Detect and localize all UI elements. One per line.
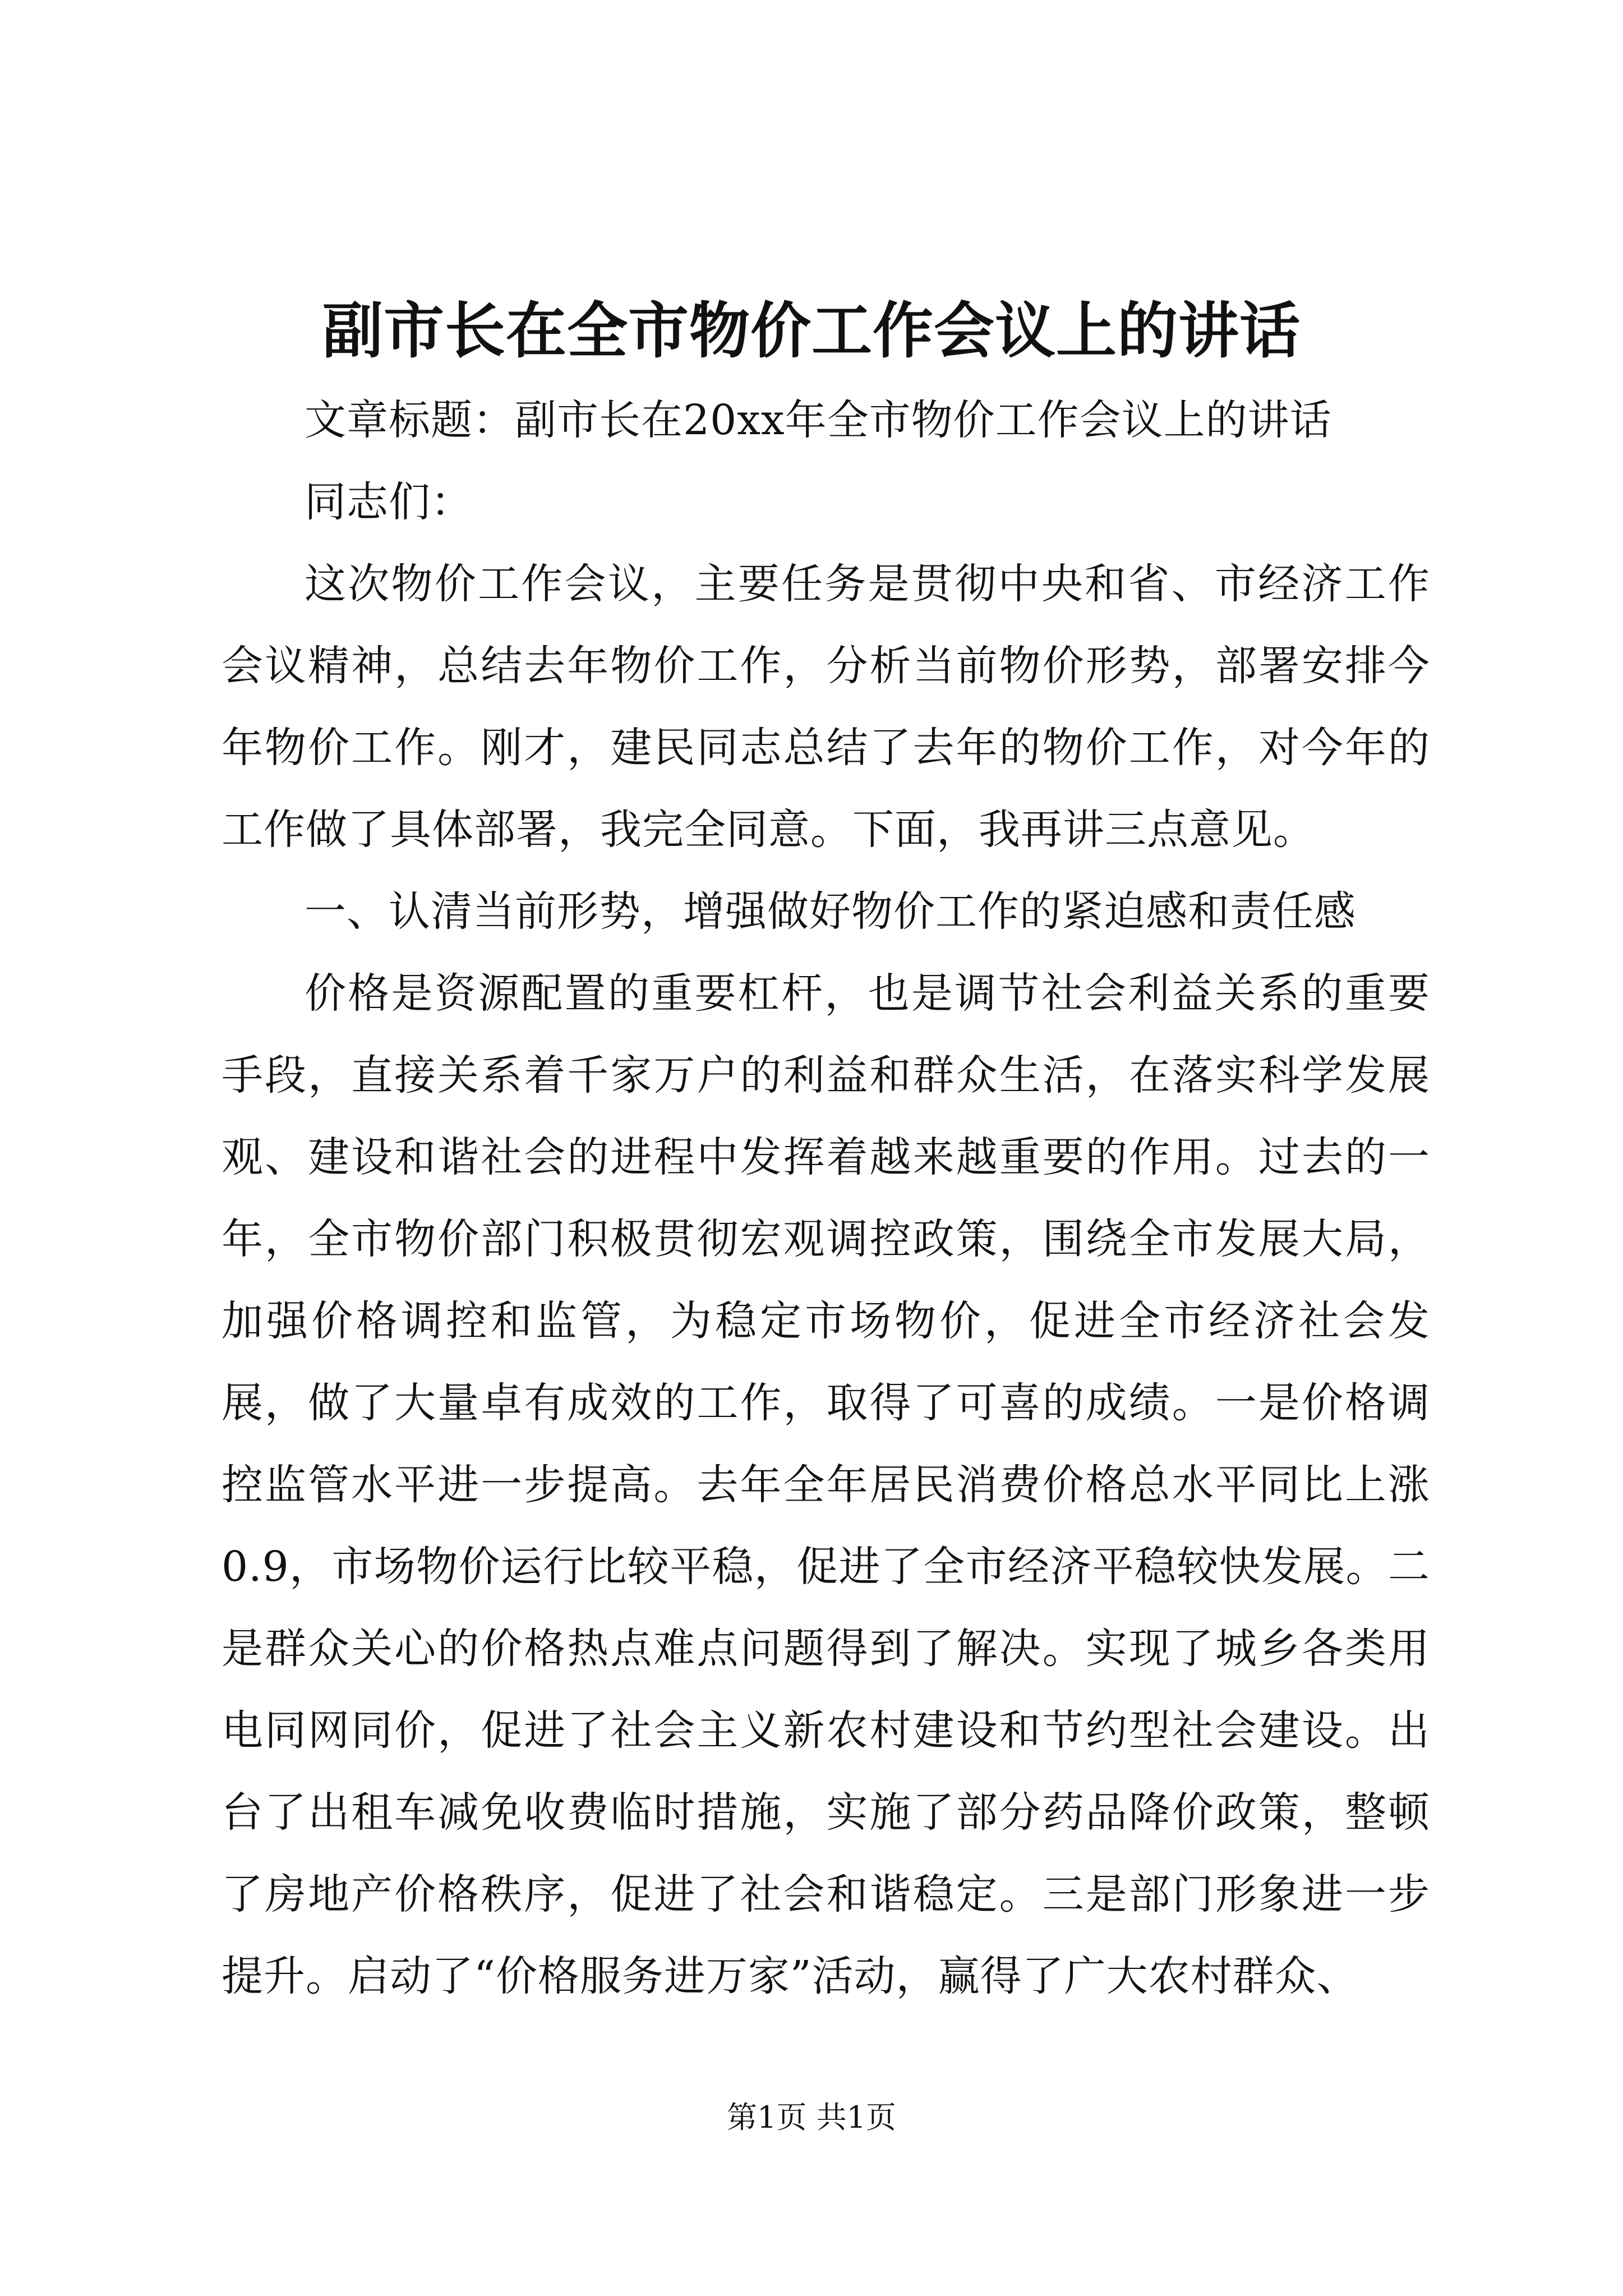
paragraph-salutation: 同志们： [305,478,473,526]
paragraph-section-1: 价格是资源配置的重要杠杆，也是调节社会利益关系的重要手段，直接关系着千家万户的利益和群众生活，在落实科学发展观、建设和谐社会的进程中发挥着越来越重要的作用。过去的一年，全市物价部门积极贯彻宏观调控政策，围绕全市发展大局，加强价格调控和监管，为稳定市场物价，促进全市经济社会发展，做了大量卓有成效的工作，取得了可喜的成绩。一是价格调控监管水平进一步提高。去年全年居民消费价格总水平同比上涨0.9，市场物价运行比较平稳，促进了全市经济平稳较快发展。二是群众关心的价格热点难点问题得到了解决。实现了城乡各类用电同网同价，促进了社会主义新农村建设和节约型社会建设。出台了出租车减免收费临时措施，实施了部分药品降价政策，整顿了房地产价格秩序，促进了社会和谐稳定。三是部门形象进一步提升。启动了“价格服务进万家”活动，赢得了广大农村群众、 [222,969,1430,2000]
paragraph-intro: 这次物价工作会议，主要任务是贯彻中央和省、市经济工作会议精神，总结去年物价工作，分析当前物价形势，部署安排今年物价工作。刚才，建民同志总结了去年的物价工作，对今年的工作做了具体部署，我完全同意。下面，我再讲三点意见。 [222,560,1430,854]
section-heading-1: 一、认清当前形势，增强做好物价工作的紧迫感和责任感 [305,887,1356,936]
document-body [222,379,1430,2017]
page-footer: 第1页 共1页 [727,2100,896,2135]
paragraph-article-title: 文章标题：副市长在20xx年全市物价工作会议上的讲话 [305,396,1332,444]
document-title: 副市长在全市物价工作会议上的讲话 [322,296,1301,366]
